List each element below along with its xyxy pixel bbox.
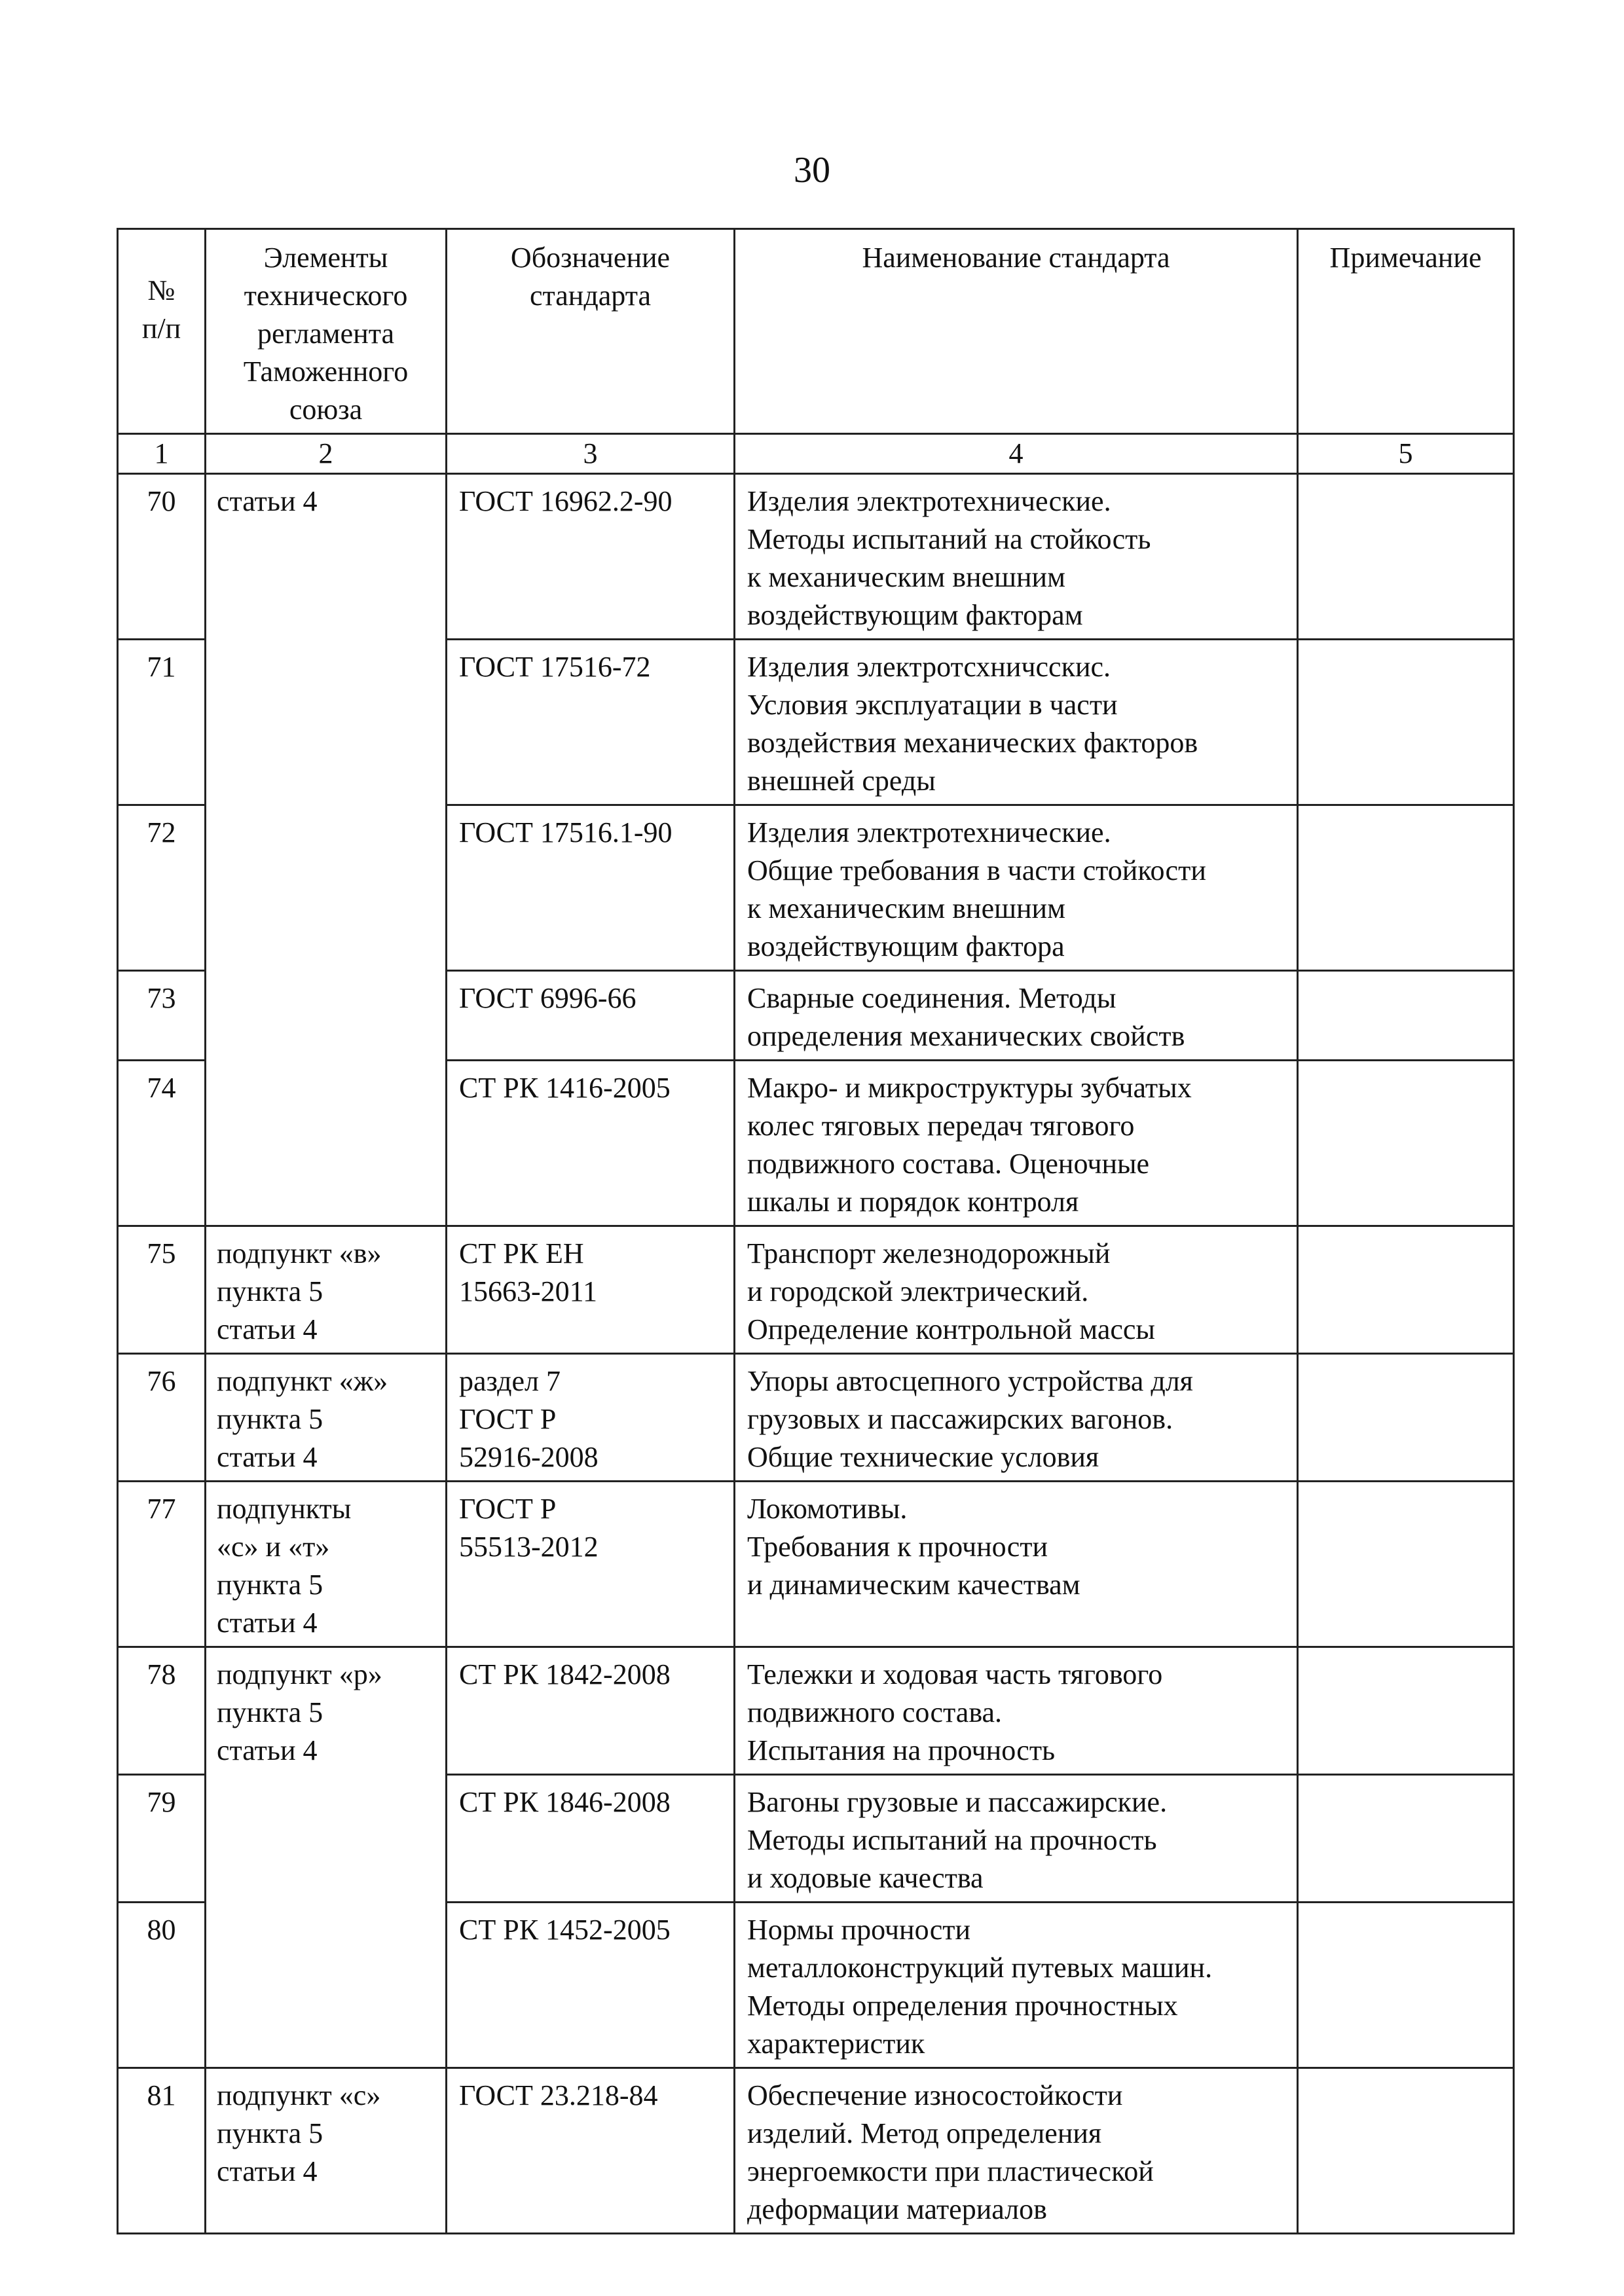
row-code: СТ РК 1846-2008 [447,1775,735,1903]
row-name: Транспорт железнодорожный и городской электрический. Определение контрольной массы [735,1226,1298,1354]
row-number: 73 [118,971,206,1061]
row-number: 77 [118,1482,206,1647]
column-number: 4 [735,434,1298,474]
row-code: ГОСТ 16962.2-90 [447,474,735,640]
row-name: Изделия электротсхничсскис. Условия эксплуатации в части воздействия механических факторов внешней среды [735,640,1298,805]
column-number: 3 [447,434,735,474]
row-code: ГОСТ 6996-66 [447,971,735,1061]
row-name: Вагоны грузовые и пассажирские. Методы испытаний на прочность и ходовые качества [735,1775,1298,1903]
table-row [118,1226,1514,1354]
row-code: ГОСТ 17516.1-90 [447,805,735,971]
column-numbers-row [118,434,1514,474]
page-number: 30 [794,150,830,191]
row-name: Тележки и ходовая часть тягового подвижного состава. Испытания на прочность [735,1647,1298,1775]
row-element: подпункт «р» пункта 5 статьи 4 [206,1647,447,2068]
column-number: 5 [1298,434,1514,474]
row-element: подпункт «с» пункта 5 статьи 4 [206,2068,447,2234]
row-number: 79 [118,1775,206,1903]
row-name: Локомотивы. Требования к прочности и динамическим качествам [735,1482,1298,1647]
column-number: 2 [206,434,447,474]
row-name: Изделия электротехнические. Общие требования в части стойкости к механическим внешним воздействующим фактора [735,805,1298,971]
row-number: 80 [118,1903,206,2068]
row-code: ГОСТ 17516-72 [447,640,735,805]
row-number: 71 [118,640,206,805]
row-element: подпункт «в» пункта 5 статьи 4 [206,1226,447,1354]
row-code: раздел 7 ГОСТ Р 52916-2008 [447,1354,735,1482]
row-note [1298,2068,1514,2234]
row-number: 75 [118,1226,206,1354]
table-row [118,1482,1514,1647]
row-name: Макро- и микроструктуры зубчатых колес тяговых передач тягового подвижного состава. Оценочные шкалы и порядок контроля [735,1061,1298,1226]
row-code: ГОСТ 23.218-84 [447,2068,735,2234]
row-name: Обеспечение износостойкости изделий. Метод определения энергоемкости при пластической деформации материалов [735,2068,1298,2234]
row-note [1298,474,1514,640]
row-note [1298,640,1514,805]
row-code: ГОСТ Р 55513-2012 [447,1482,735,1647]
row-note [1298,1903,1514,2068]
row-element: подпункт «ж» пункта 5 статьи 4 [206,1354,447,1482]
header-row [118,229,1514,434]
row-note [1298,1226,1514,1354]
table-row [118,474,1514,640]
row-code: СТ РК 1842-2008 [447,1647,735,1775]
header-name: Наименование стандарта [735,229,1298,434]
row-code: СТ РК 1452-2005 [447,1903,735,2068]
row-name: Изделия электротехнические. Методы испытаний на стойкость к механическим внешним воздействующим факторам [735,474,1298,640]
column-number: 1 [118,434,206,474]
row-code: СТ РК 1416-2005 [447,1061,735,1226]
row-element: подпункты «с» и «т» пункта 5 статьи 4 [206,1482,447,1647]
header-code: Обозначение стандарта [447,229,735,434]
row-number: 70 [118,474,206,640]
row-note [1298,1775,1514,1903]
row-number: 74 [118,1061,206,1226]
row-number: 81 [118,2068,206,2234]
row-number: 78 [118,1647,206,1775]
row-note [1298,1061,1514,1226]
row-note [1298,1647,1514,1775]
row-code: СТ РК ЕН 15663-2011 [447,1226,735,1354]
header-num: № п/п [118,229,206,434]
row-name: Нормы прочности металлоконструкций путевых машин. Методы определения прочностных характеристик [735,1903,1298,2068]
header-element: Элементы технического регламента Таможенного союза [206,229,447,434]
row-number: 72 [118,805,206,971]
table-row [118,1647,1514,1775]
row-name: Упоры автосцепного устройства для грузовых и пассажирских вагонов. Общие технические условия [735,1354,1298,1482]
standards-table [117,228,1515,2234]
table-row [118,2068,1514,2234]
row-number: 76 [118,1354,206,1482]
row-note [1298,971,1514,1061]
row-note [1298,1482,1514,1647]
row-note [1298,805,1514,971]
row-element: статьи 4 [206,474,447,1226]
row-name: Сварные соединения. Методы определения механических свойств [735,971,1298,1061]
header-note: Примечание [1298,229,1514,434]
table-row [118,1354,1514,1482]
row-note [1298,1354,1514,1482]
